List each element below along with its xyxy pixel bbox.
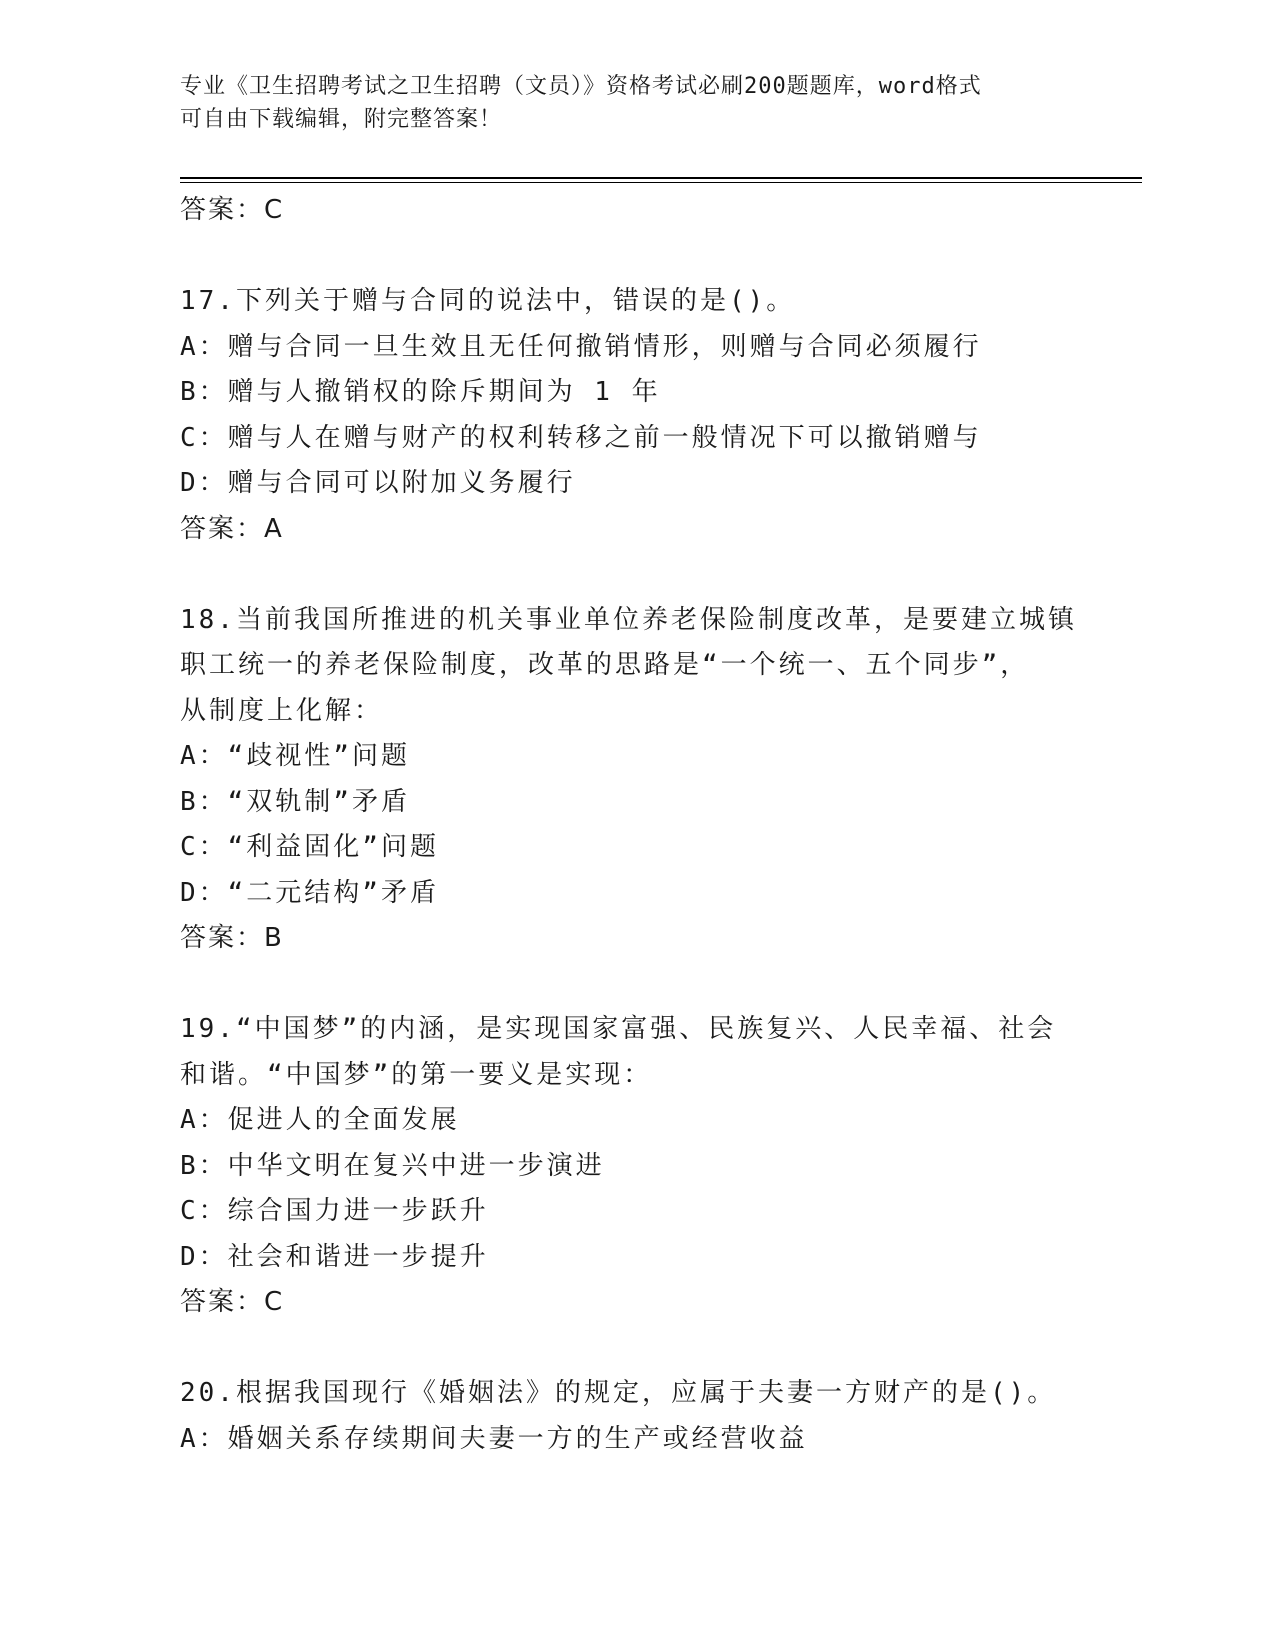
option-d: D：“二元结构”矛盾	[180, 877, 439, 908]
option-a: A：促进人的全面发展	[180, 1105, 460, 1135]
header-line-1: 专业《卫生招聘考试之卫生招聘（文员）》资格考试必刷200题题库，word格式	[180, 74, 982, 99]
answer: 答案：C	[180, 1287, 285, 1317]
question-stem-line-2: 职工统一的养老保险制度，改革的思路是“一个统一、五个同步”，	[180, 650, 1030, 680]
question-17	[180, 279, 1140, 552]
question-18	[180, 598, 1140, 962]
question-list	[180, 188, 1140, 1462]
option-c: C：赠与人在赠与财产的权利转移之前一般情况下可以撤销赠与	[180, 422, 982, 453]
header-line-2: 可自由下载编辑，附完整答案！	[180, 107, 503, 132]
spacer	[180, 234, 1140, 280]
question-stem: 20.根据我国现行《婚姻法》的规定，应属于夫妻一方财产的是()。	[180, 1378, 1057, 1408]
option-c: C：综合国力进一步跃升	[180, 1196, 489, 1226]
answer: 答案：B	[180, 923, 284, 953]
spacer	[180, 552, 1140, 598]
spacer	[180, 962, 1140, 1008]
document-header	[180, 70, 1060, 136]
option-a: A：婚姻关系存续期间夫妻一方的生产或经营收益	[180, 1423, 808, 1454]
option-d: D：社会和谐进一步提升	[180, 1241, 489, 1272]
answer: 答案：A	[180, 513, 284, 544]
option-b: B：赠与人撤销权的除斥期间为 1 年	[180, 377, 661, 407]
question-stem-line-2: 和谐。“中国梦”的第一要义是实现：	[180, 1059, 653, 1090]
option-b: B：中华文明在复兴中进一步演进	[180, 1150, 605, 1181]
option-b: B：“双轨制”矛盾	[180, 786, 410, 817]
option-a: A：赠与合同一旦生效且无任何撤销情形，则赠与合同必须履行	[180, 331, 982, 362]
prev-answer: 答案：C	[180, 195, 285, 225]
question-stem-line-3: 从制度上化解：	[180, 695, 384, 726]
question-stem-line-1: 19.“中国梦”的内涵，是实现国家富强、民族复兴、人民幸福、社会	[180, 1014, 1057, 1044]
question-stem: 17.下列关于赠与合同的说法中，错误的是()。	[180, 286, 796, 316]
header-rule-thin	[180, 182, 1142, 183]
spacer	[180, 1326, 1140, 1372]
option-d: D：赠与合同可以附加义务履行	[180, 468, 576, 498]
question-stem-line-1: 18.当前我国所推进的机关事业单位养老保险制度改革，是要建立城镇	[180, 604, 1077, 635]
question-19	[180, 1007, 1140, 1326]
option-c: C：“利益固化”问题	[180, 832, 439, 862]
option-a: A：“歧视性”问题	[180, 741, 410, 771]
header-rule-thick	[180, 177, 1142, 179]
question-20	[180, 1371, 1140, 1462]
